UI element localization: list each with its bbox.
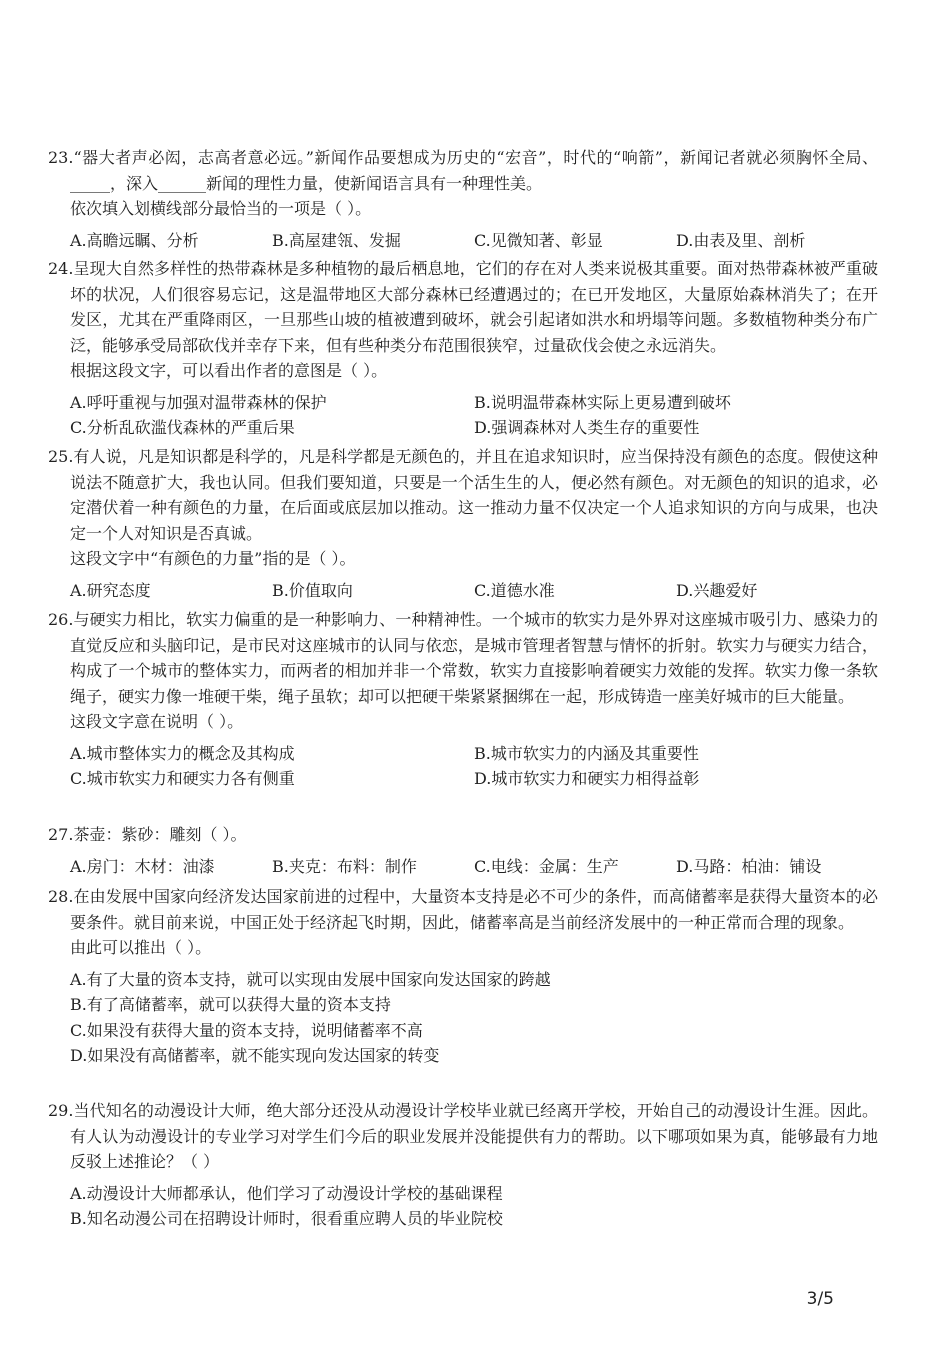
option-c: C.分析乱砍滥伐森林的严重后果	[70, 418, 295, 437]
question-25	[48, 444, 878, 603]
question-prompt: 依次填入划横线部分最恰当的一项是（ ）。	[70, 199, 372, 218]
option-c: C.城市软实力和硬实力各有侧重	[70, 769, 295, 788]
option-a: A.有了大量的资本支持，就可以实现由发展中国家向发达国家的跨越	[70, 969, 551, 989]
option-b: B.说明温带森林实际上更易遭到破坏	[474, 392, 731, 412]
option-a: A.高瞻远瞩、分析	[70, 230, 199, 250]
question-prompt: 这段文字中“有颜色的力量”指的是（ ）。	[70, 549, 356, 568]
option-c: C.见微知著、彰显	[474, 230, 603, 250]
options	[48, 1181, 878, 1232]
question-prompt: 这段文字意在说明（ ）。	[70, 712, 244, 731]
question-stem: 27.茶壶：紫砂：雕刻（ ）。	[48, 825, 247, 844]
option-a: A.动漫设计大师都承认，他们学习了动漫设计学校的基础课程	[70, 1183, 503, 1203]
options	[48, 854, 878, 880]
options	[48, 578, 878, 604]
option-d: D.由表及里、剖析	[676, 230, 806, 250]
option-a: A.城市整体实力的概念及其构成	[70, 743, 295, 763]
option-d: D.城市软实力和硬实力相得益彰	[474, 769, 700, 788]
option-b: B.知名动漫公司在招聘设计师时，很看重应聘人员的毕业院校	[70, 1209, 503, 1228]
option-a: A.房门：木材：油漆	[70, 856, 215, 876]
question-stem: 23.“器大者声必闳，志高者意必远。”新闻作品要想成为历史的“宏音”，时代的“响箭”，新闻记者就必须胸怀全局、_____，深入______新闻的理性力量，使新闻语言具有一种理性美。	[48, 148, 878, 193]
option-b: B.高屋建瓴、发掘	[272, 230, 401, 250]
question-26	[48, 607, 878, 792]
option-b: B.夹克：布料：制作	[272, 856, 417, 876]
question-prompt: 根据这段文字，可以看出作者的意图是（ ）。	[70, 361, 388, 380]
question-stem: 26.与硬实力相比，软实力偏重的是一种影响力、一种精神性。一个城市的软实力是外界对这座城市吸引力、感染力的直觉反应和头脑印记，是市民对这座城市的认同与依恋，是城市管理者智慧与情怀的折射。软实力与硬实力结合，构成了一个城市的整体实力，而两者的相加并非一个常数，软实力直接影响着硬实力效能的发挥。软实力像一条软绳子，硬实力像一堆硬干柴，绳子虽软；却可以把硬干柴紧紧捆绑在一起，形成铸造一座美好城市的巨大能量。	[48, 610, 878, 706]
option-d: D.兴趣爱好	[676, 580, 758, 600]
option-b: B.城市软实力的内涵及其重要性	[474, 743, 699, 763]
options	[48, 967, 878, 1069]
options	[48, 390, 878, 441]
option-c: C.如果没有获得大量的资本支持，说明储蓄率不高	[70, 1020, 423, 1040]
options	[48, 741, 878, 792]
question-27	[48, 822, 878, 879]
option-d: D.马路：柏油：铺设	[676, 856, 822, 876]
question-23	[48, 145, 878, 253]
question-stem: 24.呈现大自然多样性的热带森林是多种植物的最后栖息地，它们的存在对人类来说极其重要。面对热带森林被严重破坏的状况，人们很容易忘记，这是温带地区大部分森林已经遭遇过的；在已开发地区，大量原始森林消失了；在开发区，尤其在严重降雨区，一旦那些山坡的植被遭到破坏，就会引起诸如洪水和坍塌等问题。多数植物种类分布广泛，能够承受局部砍伐并幸存下来，但有些种类分布范围很狭窄，过量砍伐会使之永远消失。	[48, 259, 878, 355]
page-number: 3/5	[806, 1289, 834, 1309]
question-29	[48, 1098, 878, 1232]
question-28	[48, 884, 878, 1069]
question-stem: 29.当代知名的动漫设计大师，绝大部分还没从动漫设计学校毕业就已经离开学校，开始自己的动漫设计生涯。因此。有人认为动漫设计的专业学习对学生们今后的职业发展并没能提供有力的帮助。以下哪项如果为真，能够最有力地反驳上述推论？（ ）	[48, 1101, 878, 1171]
option-b: B.价值取向	[272, 580, 353, 600]
question-prompt: 由此可以推出（ ）。	[70, 938, 212, 957]
question-stem: 28.在由发展中国家向经济发达国家前进的过程中，大量资本支持是必不可少的条件，而高储蓄率是获得大量资本的必要条件。就目前来说，中国正处于经济起飞时期，因此，储蓄率高是当前经济发展中的一种正常而合理的现象。	[48, 887, 878, 932]
option-c: C.道德水准	[474, 580, 555, 600]
option-a: A.呼吁重视与加强对温带森林的保护	[70, 392, 327, 412]
option-b: B.有了高储蓄率，就可以获得大量的资本支持	[70, 995, 391, 1014]
question-stem: 25.有人说，凡是知识都是科学的，凡是科学都是无颜色的，并且在追求知识时，应当保持没有颜色的态度。假使这种说法不随意扩大，我也认同。但我们要知道，只要是一个活生生的人，便必然有颜色。对无颜色的知识的追求，必定潜伏着一种有颜色的力量，在后面或底层加以推动。这一推动力量不仅决定一个人追求知识的方向与成果，也决定一个人对知识是否真诚。	[48, 447, 878, 543]
options	[48, 228, 878, 254]
option-d: D.如果没有高储蓄率，就不能实现向发达国家的转变	[70, 1046, 440, 1065]
option-d: D.强调森林对人类生存的重要性	[474, 418, 700, 437]
option-a: A.研究态度	[70, 580, 151, 600]
question-24	[48, 256, 878, 441]
option-c: C.电线：金属：生产	[474, 856, 619, 876]
